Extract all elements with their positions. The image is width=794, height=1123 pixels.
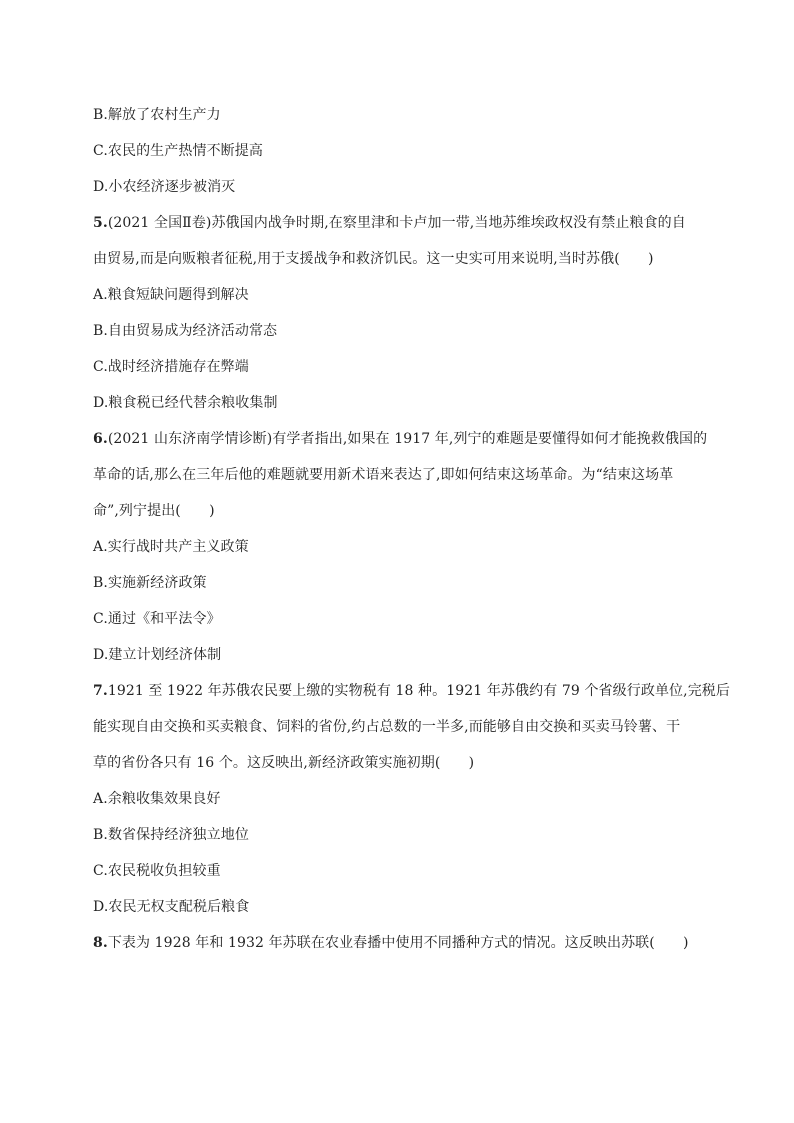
q7-stem-line3: 草的省份各只有 16 个。这反映出,新经济政策实施初期( ) [93,755,475,771]
q8-number: 8. [93,935,108,951]
q6-stem-line2: 革命的话,那么在三年后他的难题就要用新术语来表达了,即如何结束这场革命。为“结束这场革 [93,467,674,483]
q6-option-d: D.建立计划经济体制 [93,647,222,663]
q5-option-d: D.粮食税已经代替余粮收集制 [93,395,278,411]
q6-option-b: B.实施新经济政策 [93,575,207,591]
q7-stem-line1 [93,682,730,700]
q7-option-c: C.农民税收负担较重 [93,863,221,879]
q8-stem-line1 [93,934,713,952]
q8-stem-text1: 下表为 1928 年和 1932 年苏联在农业春播中使用不同播种方式的情况。这反映出苏联( ) [107,935,689,951]
q7-option-a: A.余粮收集效果良好 [93,791,221,807]
q5-stem-line1 [93,214,713,232]
q5-stem-line2: 由贸易,而是向贩粮者征税,用于支援战争和救济饥民。这一史实可用来说明,当时苏俄( ) [93,251,654,267]
q5-option-c: C.战时经济措施存在弊端 [93,359,249,375]
q6-stem-line1 [93,430,713,448]
q6-number: 6. [93,431,108,447]
q6-stem-line3: 命”,列宁提出( ) [93,503,215,519]
q6-option-c: C.通过《和平法令》 [93,611,221,627]
q4-option-c: C.农民的生产热情不断提高 [93,143,263,159]
q5-option-a: A.粮食短缺问题得到解决 [93,287,249,303]
q6-stem-text1: (2021 山东济南学情诊断)有学者指出,如果在 1917 年,列宁的难题是要懂得如何才能挽救俄国的 [107,431,708,447]
q7-number: 7. [93,683,108,699]
q7-option-d: D.农民无权支配税后粮食 [93,899,250,915]
q5-number: 5. [93,215,108,231]
q7-stem-text1: 1921 至 1922 年苏俄农民要上缴的实物税有 18 种。1921 年苏俄约有 79 个省级行政单位,完税后 [107,683,730,699]
q7-stem-line2: 能实现自由交换和买卖粮食、饲料的省份,约占总数的一半多,而能够自由交换和买卖马铃薯、干 [93,719,681,735]
q5-option-b: B.自由贸易成为经济活动常态 [93,323,278,339]
q7-option-b: B.数省保持经济独立地位 [93,827,249,843]
q4-option-b: B.解放了农村生产力 [93,107,221,123]
q6-option-a: A.实行战时共产主义政策 [93,539,249,555]
q4-option-d: D.小农经济逐步被消灭 [93,179,236,195]
q5-stem-text1: (2021 全国Ⅱ卷)苏俄国内战争时期,在察里津和卡卢加一带,当地苏维埃政权没有禁止粮食的自 [107,215,686,231]
